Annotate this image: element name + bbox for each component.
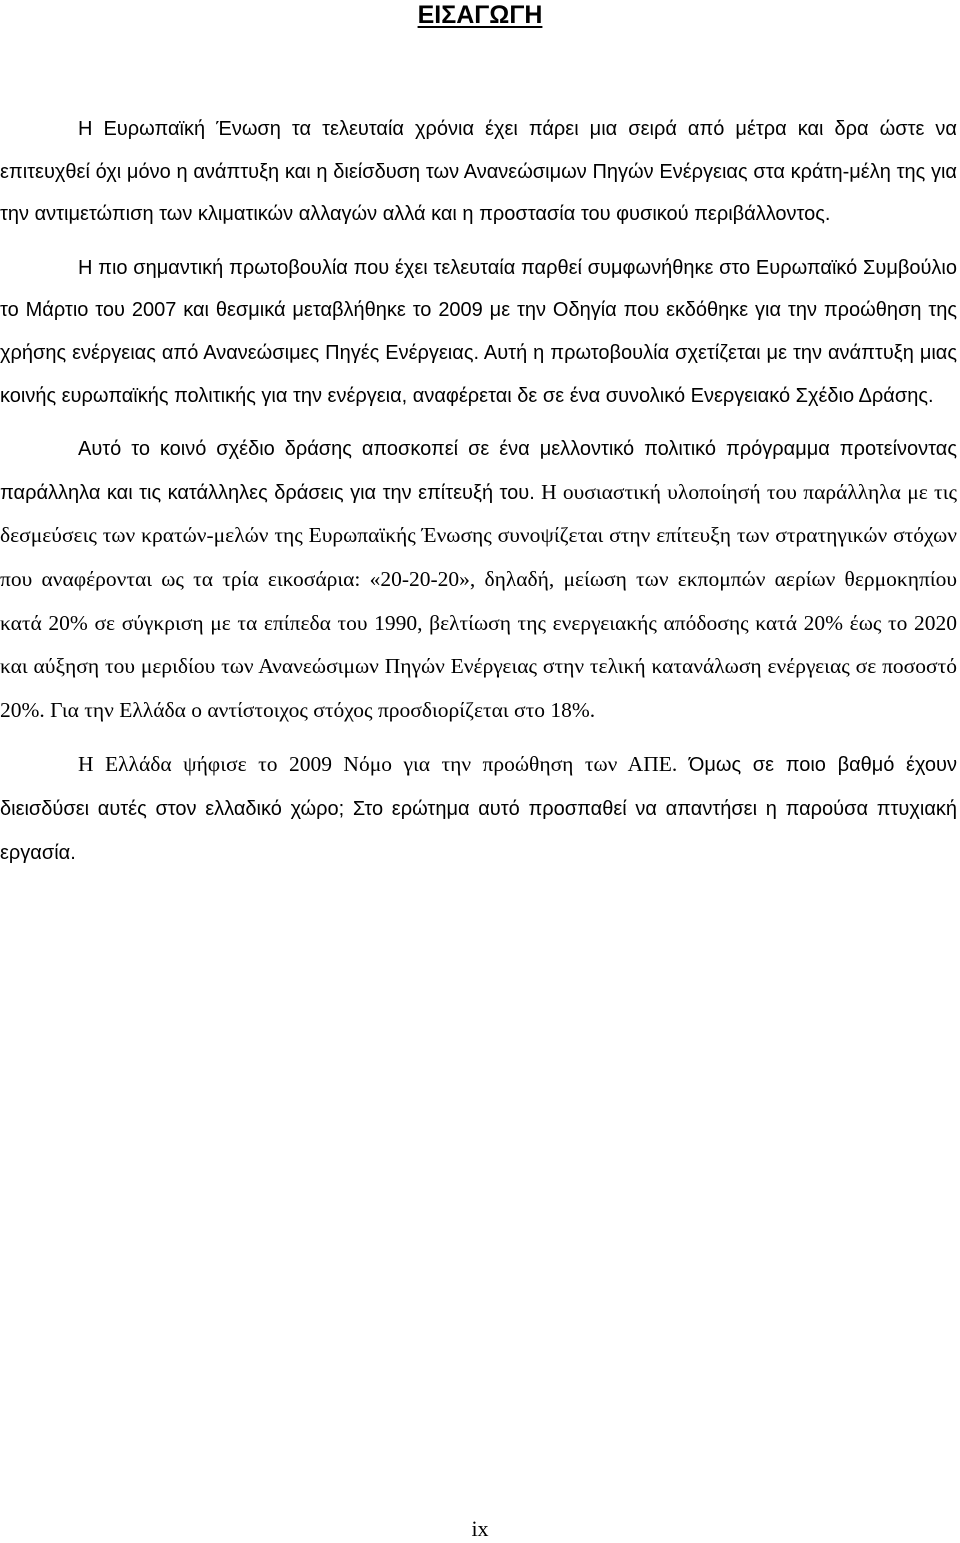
paragraph-4-text-serif: Η Ελλάδα ψήφισε το 2009 Νόμο για την προώθηση των ΑΠΕ. [78,752,678,777]
paragraph-3 [0,428,957,732]
body-text [0,108,957,874]
page-number: ix [471,1516,489,1541]
page-title: ΕΙΣΑΓΩΓΗ [417,1,543,29]
paragraph-1-text: Η Ευρωπαϊκή Ένωση τα τελευταία χρόνια έχει πάρει μια σειρά από μέτρα και δρα ώστε να επιτευχθεί όχι μόνο η ανάπτυξη και η διείσδυση των Ανανεώσιμων Πηγών Ενέργειας στα κράτη-μέλη της για την αντιμετώπιση των κλιματικών αλλαγών αλλά και η προστασία του φυσικού περιβάλλοντος. [0,118,957,226]
paragraph-3-text-sans: Αυτό το κοινό σχέδιο δράσης αποσκοπεί σε ένα μελλοντικό πολιτικό πρόγραμμα προτείνοντας παράλληλα και τις κατάλληλες δράσεις για την επίτευξή του. [0,438,957,504]
paragraph-2 [0,247,957,417]
paragraph-3-text-serif: Η ουσιαστική υλοποίησή του παράλληλα με τις δεσμεύσεις των κρατών-μελών της Ευρωπαϊκής Ένωσης συνοψίζεται στην επίτευξη των στρατηγικών στόχων που αναφέρονται ως τα τρία εικοσάρια: «20-20-20», δηλαδή, μείωση των εκπομπών αερίων θερμοκηπίου κατά 20% σε σύγκριση με τα επίπεδα του 1990, βελτίωση της ενεργειακής απόδοσης κατά 20% έως το 2020 και αύξηση του μεριδίου των Ανανεώσιμων Πηγών Ενέργειας στην τελική κατανάλωση ενέργειας σε ποσοστό 20%. Για την Ελλάδα ο αντίστοιχος στόχος προσδιορίζεται στο 18%. [0,479,957,722]
paragraph-1 [0,108,957,236]
paragraph-4 [0,743,957,874]
paragraph-4-text-sans: Όμως σε ποιο βαθμό έχουν διεισδύσει αυτές στον ελλαδικό χώρο; Στο ερώτημα αυτό προσπαθεί να απαντήσει η παρούσα πτυχιακή εργασία. [0,754,957,864]
paragraph-2-text: Η πιο σημαντική πρωτοβουλία που έχει τελευταία παρθεί συμφωνήθηκε στο Ευρωπαϊκό Συμβούλιο το Μάρτιο του 2007 και θεσμικά μεταβλήθηκε το 2009 με την Οδηγία που εκδόθηκε για την προώθηση της χρήσης ενέργειας από Ανανεώσιμες Πηγές Ενέργειας. Αυτή η πρωτοβουλία σχετίζεται με την ανάπτυξη μιας κοινής ευρωπαϊκής πολιτικής για την ενέργεια, αναφέρεται δε σε ένα συνολικό Ενεργειακό Σχέδιο Δράσης. [0,256,957,407]
